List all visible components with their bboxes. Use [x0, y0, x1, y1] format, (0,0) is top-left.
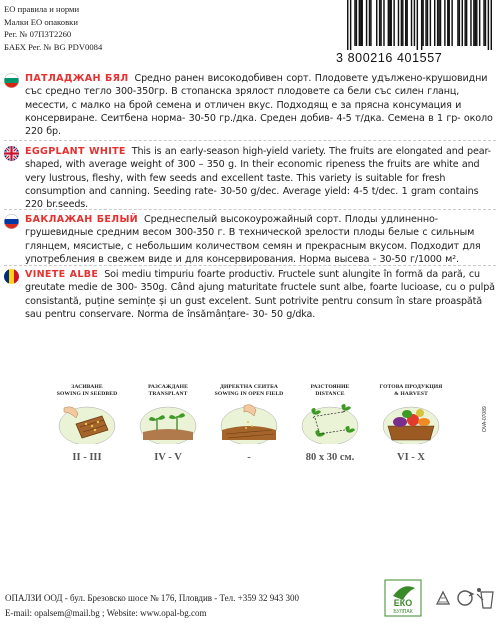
divider [4, 265, 496, 266]
divider [4, 209, 496, 210]
seedbed-icon [56, 400, 118, 444]
company-address: ОПАЛЗИ ООД - бул. Брезовско шосе № 176, Пловдив - Тел. +359 32 943 300 [5, 593, 299, 603]
barcode-bar [356, 0, 357, 46]
transplant-value: IV - V [154, 452, 182, 463]
section-title: VINETE ALBE [25, 269, 99, 280]
registration-info [4, 3, 184, 53]
barcode-bar [438, 0, 439, 46]
barcode-bar [427, 0, 428, 46]
distance-label: РАЗСТОЯНИЕ DISTANCE [310, 384, 350, 397]
contact-line: E-mail: opalsem@mail.bg ; Website: www.opal-bg.com [5, 607, 207, 618]
barcode-bar [476, 0, 477, 46]
barcode-bar [449, 0, 450, 46]
reg-line: ЕО правила и норми [4, 4, 80, 14]
barcode-bar [451, 0, 452, 46]
barcode-bar [425, 0, 426, 46]
section-romanian [4, 268, 496, 321]
barcode-bar [380, 0, 381, 46]
harvest-step [361, 384, 461, 444]
romanian-flag-icon [4, 269, 19, 284]
barcode-bar [411, 0, 412, 46]
barcode-bar [366, 0, 367, 46]
section-title: EGGPLANT WHITE [25, 146, 126, 157]
russian-flag-icon [4, 214, 19, 229]
barcode-bar [401, 0, 402, 46]
reg-line: Малки ЕО опаковки [4, 16, 78, 27]
barcode-bar [383, 0, 384, 46]
eko-bulpak-logo [385, 580, 421, 616]
section-text [25, 268, 496, 321]
section-russian [4, 213, 496, 266]
open-field-label: ДИРЕКТНА СЕИТБА SOWING IN OPEN FIELD [214, 384, 284, 397]
barcode-bar [434, 0, 435, 46]
barcode-bar [417, 0, 418, 50]
barcode-bar [354, 0, 355, 46]
section-text [25, 72, 496, 138]
distance-icon [299, 400, 361, 444]
barcode-bar [457, 0, 458, 46]
barcode-bar [488, 0, 489, 50]
transplant-label: РАЗСАЖДАНЕ TRANSPLANT [148, 384, 188, 397]
section-text [25, 213, 496, 266]
open-field-value: - [247, 452, 251, 463]
barcode-bar [393, 0, 394, 46]
barcode-bar [350, 0, 351, 50]
barcode-bar [479, 0, 480, 46]
harvest-icon [380, 400, 442, 444]
eko-text: ЕКО [393, 598, 413, 608]
section-body: Soi mediu timpuriu foarte productiv. Fructele sunt alungite în formă da pară, cu greutate medie de 300- 350g. Când ajung maturitate fructele sunt albe, foarte lucioase, cu o pulpă consistantă, puține semințe și un gust excelent. Sunt potrivite pentru consum în stare proaspătă sau pentru conservare. Norma de însămânțare- 30- 50 g/dka. [25, 269, 495, 320]
section-body: Среднеспелый высокоурожайный сорт. Плоды удлиненно-грушевидные средним весом 300-350 г. В технической зрелости плоды белые с сильным глянцем, мясистые, с небольшим количеством семян и прекрасным вкусом. Подходит для употребления в свежем виде и для консервирования. Норма высева - 30-50 г/1000 м². [25, 214, 481, 265]
barcode-bar [421, 0, 422, 50]
recycle-icon [437, 592, 449, 604]
barcode-bars [347, 0, 497, 50]
barcode-bar [483, 0, 484, 46]
barcode-bar [376, 0, 377, 46]
barcode-bar [447, 0, 448, 46]
section-title: ПАТЛАДЖАН БЯЛ [25, 73, 129, 84]
barcode-bar [405, 0, 406, 46]
barcode-bar [360, 0, 361, 46]
barcode-bar [379, 0, 380, 46]
bulgarian-flag-icon [4, 73, 19, 88]
barcode-bar [485, 0, 486, 46]
cultivation-calendar [0, 384, 500, 474]
barcode-bar [388, 0, 389, 46]
barcode-bar [362, 0, 363, 46]
tidyman-bin-icon [477, 588, 493, 608]
barcode-bar [437, 0, 438, 46]
barcode-bar [406, 0, 407, 46]
side-code: OVA-07089 [482, 406, 488, 432]
barcode-bar [370, 0, 371, 46]
barcode-bar [466, 0, 467, 46]
barcode-bar [473, 0, 474, 46]
barcode-bar [464, 0, 465, 46]
section-title: БАКЛАЖАН БЕЛЫЙ [25, 214, 139, 225]
barcode-bar [414, 0, 415, 46]
recycle-loop-icon [458, 591, 473, 605]
barcode-bar [398, 0, 399, 46]
section-text [25, 145, 496, 211]
barcode-bar [430, 0, 431, 46]
section-english [4, 145, 496, 211]
barcode-bar [459, 0, 460, 46]
barcode-bar [359, 0, 360, 46]
harvest-value: VI - X [397, 452, 425, 463]
logos [383, 578, 497, 618]
barcode-bar [440, 0, 441, 46]
footer [5, 591, 299, 620]
distance-value: 80 x 30 см. [305, 452, 355, 463]
reg-line: БАБХ Рег. № BG PDV0084 [4, 41, 103, 52]
open-field-icon [218, 400, 280, 444]
divider [4, 140, 496, 141]
barcode-bar [422, 0, 423, 46]
barcode-bar [369, 0, 370, 46]
barcode-bar [391, 0, 392, 46]
seedbed-label: ЗАСИВАНЕ SOWING IN SEEDBED [56, 384, 118, 397]
seedbed-value: II - III [72, 452, 102, 463]
barcode-number: 3 800216 401557 [336, 51, 443, 65]
barcode-bar [475, 0, 476, 46]
barcode-bar [347, 0, 348, 50]
barcode [336, 0, 496, 68]
section-body: Средно ранен високодобивен сорт. Плодовете удължено-крушовидни със средно тегло 300-350гр. В стопанска зрялост плодовете са бели със силен гланц, месести, с малко на брой семена и отличен вкус. Подходящ е за прясна консумация и консервиране. Сеитбена норма- 30-50 гр./дка. Среден добив- 4-5 т/дка. Семена в 1 гр- около 220 бр. [25, 73, 493, 138]
barcode-bar [491, 0, 492, 50]
uk-flag-icon [4, 146, 19, 161]
barcode-bar [389, 0, 390, 46]
transplant-icon [137, 400, 199, 444]
barcode-bar [462, 0, 463, 46]
barcode-bar [470, 0, 471, 46]
reg-line: Рег. № 07П3Т2260 [4, 29, 72, 39]
harvest-label: ГОТОВА ПРОДУКЦИЯ & HARVEST [379, 384, 443, 397]
section-bulgarian [4, 72, 496, 138]
eko-sub-text: БУЛПАК [393, 609, 413, 615]
barcode-bar [444, 0, 445, 46]
section-body: This is an early-season high-yield variety. The fruits are elongated and pear-shaped, with average weight of 300 – 350 g. In their economic ripeness the fruits are white and very lustrous, fleshy, with few seeds and excellent taste. This variety is suitable for fresh consumption and canning. Seeding rate- 30-50 g/dec. Average yield: 4-5 t/dec. 1 gram contains 220 br.seeds. [25, 146, 491, 211]
barcode-bar [402, 0, 403, 46]
